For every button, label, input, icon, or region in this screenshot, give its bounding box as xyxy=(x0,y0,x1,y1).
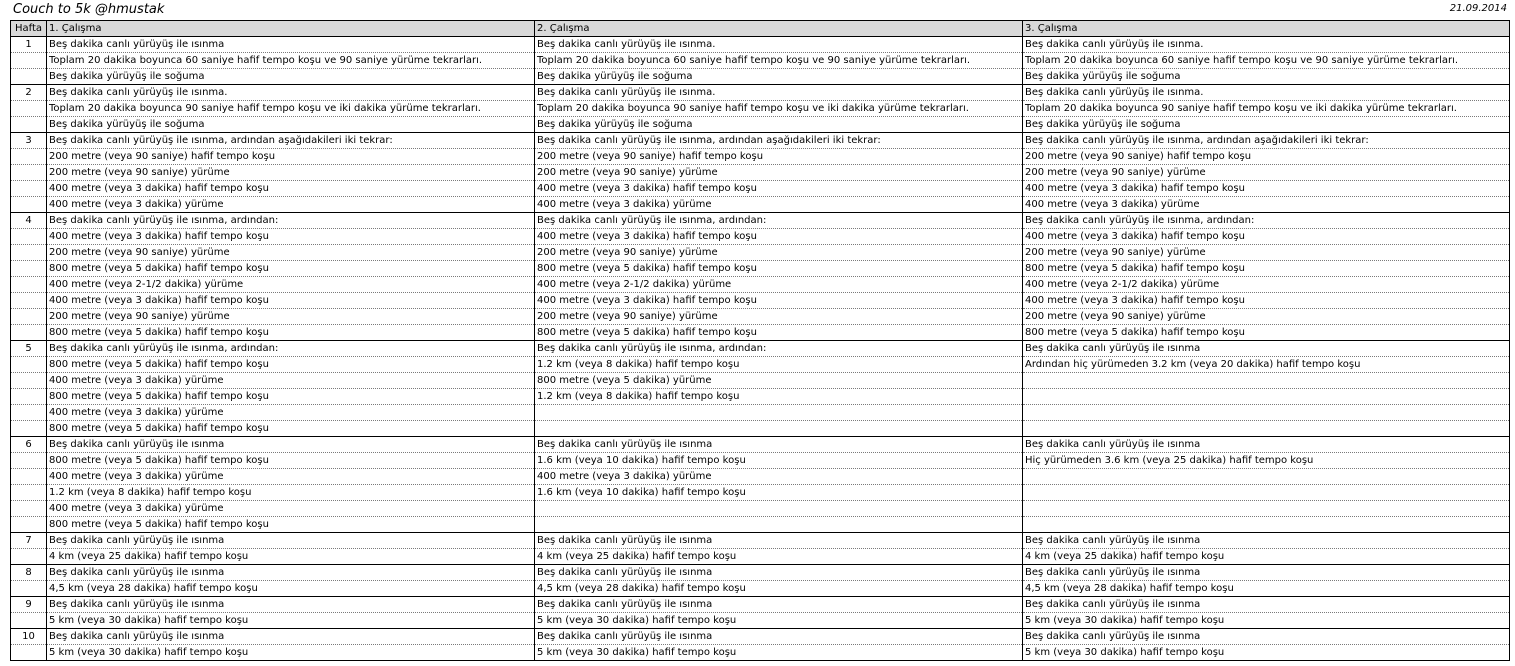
workout-1-cell: 400 metre (veya 3 dakika) yürüme xyxy=(47,501,535,517)
workout-2-cell: 800 metre (veya 5 dakika) hafif tempo koşu xyxy=(535,325,1023,341)
workout-3-cell xyxy=(1023,389,1510,405)
week-number-cell: 4 xyxy=(11,213,47,229)
workout-3-cell xyxy=(1023,501,1510,517)
workout-1-cell: 400 metre (veya 3 dakika) yürüme xyxy=(47,373,535,389)
week-number-cell: 9 xyxy=(11,597,47,613)
workout-3-cell: 5 km (veya 30 dakika) hafif tempo koşu xyxy=(1023,613,1510,629)
table-row xyxy=(11,149,1510,165)
workout-3-cell: Ardından hiç yürümeden 3.2 km (veya 20 dakika) hafif tempo koşu xyxy=(1023,357,1510,373)
week-number-cell xyxy=(11,581,47,597)
week-number-cell xyxy=(11,197,47,213)
workout-1-cell: 400 metre (veya 2-1/2 dakika) yürüme xyxy=(47,277,535,293)
week-number-cell xyxy=(11,293,47,309)
workout-1-cell: 400 metre (veya 3 dakika) hafif tempo koşu xyxy=(47,181,535,197)
workout-1-cell: 800 metre (veya 5 dakika) hafif tempo koşu xyxy=(47,421,535,437)
workout-3-cell: Beş dakika canlı yürüyüş ile ısınma. xyxy=(1023,85,1510,101)
workout-2-cell: 1.6 km (veya 10 dakika) hafif tempo koşu xyxy=(535,453,1023,469)
table-row xyxy=(11,597,1510,613)
table-row xyxy=(11,453,1510,469)
table-row xyxy=(11,549,1510,565)
table-row xyxy=(11,469,1510,485)
workout-3-cell: 800 metre (veya 5 dakika) hafif tempo koşu xyxy=(1023,325,1510,341)
workout-2-cell: 4 km (veya 25 dakika) hafif tempo koşu xyxy=(535,549,1023,565)
table-row xyxy=(11,501,1510,517)
week-number-cell xyxy=(11,389,47,405)
workout-1-cell: 400 metre (veya 3 dakika) hafif tempo koşu xyxy=(47,229,535,245)
workout-1-cell: Beş dakika canlı yürüyüş ile ısınma xyxy=(47,437,535,453)
workout-1-cell: 200 metre (veya 90 saniye) yürüme xyxy=(47,245,535,261)
workout-2-cell: 1.2 km (veya 8 dakika) hafif tempo koşu xyxy=(535,357,1023,373)
table-row xyxy=(11,261,1510,277)
workout-3-cell: 5 km (veya 30 dakika) hafif tempo koşu xyxy=(1023,645,1510,661)
workout-1-cell: Beş dakika canlı yürüyüş ile ısınma, ardından: xyxy=(47,341,535,357)
workout-3-cell: 400 metre (veya 3 dakika) hafif tempo koşu xyxy=(1023,293,1510,309)
week-number-cell xyxy=(11,69,47,85)
table-row xyxy=(11,53,1510,69)
table-row xyxy=(11,277,1510,293)
workout-1-cell: Toplam 20 dakika boyunca 60 saniye hafif tempo koşu ve 90 saniye yürüme tekrarları. xyxy=(47,53,535,69)
table-row xyxy=(11,357,1510,373)
table-row xyxy=(11,629,1510,645)
week-number-cell xyxy=(11,645,47,661)
week-number-cell: 3 xyxy=(11,133,47,149)
workout-3-cell: 400 metre (veya 2-1/2 dakika) yürüme xyxy=(1023,277,1510,293)
week-number-cell xyxy=(11,549,47,565)
workout-2-cell: 5 km (veya 30 dakika) hafif tempo koşu xyxy=(535,613,1023,629)
workout-2-cell: 200 metre (veya 90 saniye) yürüme xyxy=(535,165,1023,181)
workout-1-cell: 1.2 km (veya 8 dakika) hafif tempo koşu xyxy=(47,485,535,501)
workout-1-cell: 4,5 km (veya 28 dakika) hafif tempo koşu xyxy=(47,581,535,597)
table-row xyxy=(11,293,1510,309)
workout-3-cell: Beş dakika canlı yürüyüş ile ısınma xyxy=(1023,341,1510,357)
workout-2-cell: Beş dakika canlı yürüyüş ile ısınma. xyxy=(535,85,1023,101)
workout-2-cell xyxy=(535,421,1023,437)
table-row xyxy=(11,405,1510,421)
workout-2-cell xyxy=(535,517,1023,533)
workout-3-cell: Hiç yürümeden 3.6 km (veya 25 dakika) hafif tempo koşu xyxy=(1023,453,1510,469)
workout-2-cell: Beş dakika canlı yürüyüş ile ısınma. xyxy=(535,37,1023,53)
workout-1-cell: Beş dakika yürüyüş ile soğuma xyxy=(47,69,535,85)
workout-1-cell: 5 km (veya 30 dakika) hafif tempo koşu xyxy=(47,613,535,629)
workout-3-cell: 400 metre (veya 3 dakika) hafif tempo koşu xyxy=(1023,181,1510,197)
week-number-cell xyxy=(11,149,47,165)
week-number-cell xyxy=(11,117,47,133)
table-row xyxy=(11,69,1510,85)
week-number-cell xyxy=(11,453,47,469)
week-number-cell xyxy=(11,261,47,277)
workout-3-cell: 400 metre (veya 3 dakika) hafif tempo koşu xyxy=(1023,229,1510,245)
week-number-cell xyxy=(11,469,47,485)
table-row xyxy=(11,229,1510,245)
workout-2-cell: 400 metre (veya 3 dakika) yürüme xyxy=(535,197,1023,213)
week-number-cell: 7 xyxy=(11,533,47,549)
workout-2-cell: 400 metre (veya 3 dakika) yürüme xyxy=(535,469,1023,485)
table-row xyxy=(11,565,1510,581)
workout-3-cell: Toplam 20 dakika boyunca 90 saniye hafif tempo koşu ve iki dakika yürüme tekrarları. xyxy=(1023,101,1510,117)
table-row xyxy=(11,533,1510,549)
workout-2-cell: Toplam 20 dakika boyunca 90 saniye hafif tempo koşu ve iki dakika yürüme tekrarları. xyxy=(535,101,1023,117)
workout-2-cell: 800 metre (veya 5 dakika) hafif tempo koşu xyxy=(535,261,1023,277)
table-row xyxy=(11,421,1510,437)
workout-1-cell: 400 metre (veya 3 dakika) yürüme xyxy=(47,197,535,213)
week-number-cell: 5 xyxy=(11,341,47,357)
workout-3-cell: Beş dakika canlı yürüyüş ile ısınma xyxy=(1023,565,1510,581)
table-row xyxy=(11,37,1510,53)
workout-3-cell xyxy=(1023,421,1510,437)
workout-2-cell: Beş dakika canlı yürüyüş ile ısınma xyxy=(535,629,1023,645)
workout-1-cell: 800 metre (veya 5 dakika) hafif tempo koşu xyxy=(47,453,535,469)
table-row xyxy=(11,517,1510,533)
workout-2-cell: 400 metre (veya 3 dakika) hafif tempo koşu xyxy=(535,229,1023,245)
table-row xyxy=(11,197,1510,213)
workout-3-cell xyxy=(1023,469,1510,485)
week-number-cell xyxy=(11,517,47,533)
week-number-cell: 2 xyxy=(11,85,47,101)
workout-1-cell: Beş dakika yürüyüş ile soğuma xyxy=(47,117,535,133)
week-number-cell xyxy=(11,325,47,341)
workout-1-cell: 400 metre (veya 3 dakika) yürüme xyxy=(47,405,535,421)
workout-1-cell: 400 metre (veya 3 dakika) hafif tempo koşu xyxy=(47,293,535,309)
week-number-cell xyxy=(11,165,47,181)
workout-1-cell: Beş dakika canlı yürüyüş ile ısınma xyxy=(47,629,535,645)
workout-1-cell: 5 km (veya 30 dakika) hafif tempo koşu xyxy=(47,645,535,661)
column-header-workout-1: 1. Çalışma xyxy=(47,21,535,37)
workout-2-cell: Toplam 20 dakika boyunca 60 saniye hafif tempo koşu ve 90 saniye yürüme tekrarları. xyxy=(535,53,1023,69)
week-number-cell: 1 xyxy=(11,37,47,53)
workout-1-cell: Beş dakika canlı yürüyüş ile ısınma, ardından: xyxy=(47,213,535,229)
workout-3-cell xyxy=(1023,517,1510,533)
workout-1-cell: Beş dakika canlı yürüyüş ile ısınma. xyxy=(47,85,535,101)
workout-3-cell: Beş dakika canlı yürüyüş ile ısınma xyxy=(1023,597,1510,613)
table-row xyxy=(11,581,1510,597)
table-row xyxy=(11,117,1510,133)
column-header-workout-3: 3. Çalışma xyxy=(1023,21,1510,37)
week-number-cell xyxy=(11,245,47,261)
table-row xyxy=(11,213,1510,229)
table-row xyxy=(11,437,1510,453)
week-number-cell xyxy=(11,357,47,373)
table-row xyxy=(11,325,1510,341)
table-row xyxy=(11,309,1510,325)
table-row xyxy=(11,245,1510,261)
table-row xyxy=(11,485,1510,501)
workout-3-cell: Toplam 20 dakika boyunca 60 saniye hafif tempo koşu ve 90 saniye yürüme tekrarları. xyxy=(1023,53,1510,69)
schedule-table xyxy=(10,20,1510,661)
workout-2-cell: Beş dakika canlı yürüyüş ile ısınma, ardından: xyxy=(535,341,1023,357)
workout-2-cell: Beş dakika canlı yürüyüş ile ısınma xyxy=(535,437,1023,453)
workout-2-cell xyxy=(535,501,1023,517)
week-number-cell xyxy=(11,181,47,197)
table-row xyxy=(11,645,1510,661)
workout-2-cell: Beş dakika canlı yürüyüş ile ısınma xyxy=(535,597,1023,613)
workout-1-cell: 4 km (veya 25 dakika) hafif tempo koşu xyxy=(47,549,535,565)
workout-3-cell xyxy=(1023,485,1510,501)
header-row xyxy=(11,21,1510,37)
table-row xyxy=(11,101,1510,117)
week-number-cell xyxy=(11,405,47,421)
week-number-cell xyxy=(11,277,47,293)
workout-3-cell: 400 metre (veya 3 dakika) yürüme xyxy=(1023,197,1510,213)
workout-3-cell: Beş dakika canlı yürüyüş ile ısınma. xyxy=(1023,37,1510,53)
workout-1-cell: Beş dakika canlı yürüyüş ile ısınma xyxy=(47,565,535,581)
workout-2-cell: 800 metre (veya 5 dakika) yürüme xyxy=(535,373,1023,389)
workout-3-cell xyxy=(1023,373,1510,389)
workout-1-cell: Beş dakika canlı yürüyüş ile ısınma xyxy=(47,37,535,53)
workout-2-cell: Beş dakika canlı yürüyüş ile ısınma xyxy=(535,565,1023,581)
workout-1-cell: 800 metre (veya 5 dakika) hafif tempo koşu xyxy=(47,389,535,405)
week-number-cell xyxy=(11,421,47,437)
workout-3-cell: Beş dakika canlı yürüyüş ile ısınma xyxy=(1023,437,1510,453)
schedule-body xyxy=(11,37,1510,661)
workout-1-cell: 200 metre (veya 90 saniye) yürüme xyxy=(47,309,535,325)
workout-1-cell: 800 metre (veya 5 dakika) hafif tempo koşu xyxy=(47,261,535,277)
week-number-cell: 6 xyxy=(11,437,47,453)
workout-3-cell: 4,5 km (veya 28 dakika) hafif tempo koşu xyxy=(1023,581,1510,597)
week-number-cell xyxy=(11,309,47,325)
workout-3-cell xyxy=(1023,405,1510,421)
workout-1-cell: 800 metre (veya 5 dakika) hafif tempo koşu xyxy=(47,325,535,341)
workout-3-cell: Beş dakika canlı yürüyüş ile ısınma, ardından: xyxy=(1023,213,1510,229)
workout-2-cell: 200 metre (veya 90 saniye) yürüme xyxy=(535,309,1023,325)
workout-1-cell: Beş dakika canlı yürüyüş ile ısınma xyxy=(47,597,535,613)
workout-1-cell: Beş dakika canlı yürüyüş ile ısınma xyxy=(47,533,535,549)
workout-2-cell: Beş dakika canlı yürüyüş ile ısınma, ardından aşağıdakileri iki tekrar: xyxy=(535,133,1023,149)
week-number-cell xyxy=(11,53,47,69)
workout-1-cell: Beş dakika canlı yürüyüş ile ısınma, ardından aşağıdakileri iki tekrar: xyxy=(47,133,535,149)
week-number-cell xyxy=(11,229,47,245)
week-number-cell xyxy=(11,373,47,389)
workout-3-cell: Beş dakika canlı yürüyüş ile ısınma xyxy=(1023,533,1510,549)
table-row xyxy=(11,165,1510,181)
table-row xyxy=(11,373,1510,389)
week-number-cell xyxy=(11,101,47,117)
workout-2-cell: Beş dakika canlı yürüyüş ile ısınma xyxy=(535,533,1023,549)
workout-3-cell: Beş dakika canlı yürüyüş ile ısınma xyxy=(1023,629,1510,645)
workout-2-cell: 400 metre (veya 3 dakika) hafif tempo koşu xyxy=(535,293,1023,309)
week-number-cell xyxy=(11,613,47,629)
workout-2-cell: 1.6 km (veya 10 dakika) hafif tempo koşu xyxy=(535,485,1023,501)
table-row xyxy=(11,389,1510,405)
workout-2-cell: Beş dakika canlı yürüyüş ile ısınma, ardından: xyxy=(535,213,1023,229)
workout-2-cell: 200 metre (veya 90 saniye) hafif tempo koşu xyxy=(535,149,1023,165)
table-row xyxy=(11,133,1510,149)
workout-1-cell: 200 metre (veya 90 saniye) yürüme xyxy=(47,165,535,181)
table-row xyxy=(11,613,1510,629)
workout-2-cell: 5 km (veya 30 dakika) hafif tempo koşu xyxy=(535,645,1023,661)
workout-2-cell: Beş dakika yürüyüş ile soğuma xyxy=(535,69,1023,85)
workout-3-cell: Beş dakika yürüyüş ile soğuma xyxy=(1023,117,1510,133)
workout-3-cell: Beş dakika canlı yürüyüş ile ısınma, ardından aşağıdakileri iki tekrar: xyxy=(1023,133,1510,149)
workout-1-cell: 800 metre (veya 5 dakika) hafif tempo koşu xyxy=(47,357,535,373)
workout-2-cell xyxy=(535,405,1023,421)
column-header-week: Hafta xyxy=(11,21,47,37)
workout-2-cell: 200 metre (veya 90 saniye) yürüme xyxy=(535,245,1023,261)
column-header-workout-2: 2. Çalışma xyxy=(535,21,1023,37)
table-row xyxy=(11,341,1510,357)
week-number-cell xyxy=(11,485,47,501)
document-title: Couch to 5k @hmustak xyxy=(13,2,165,17)
workout-1-cell: 200 metre (veya 90 saniye) hafif tempo koşu xyxy=(47,149,535,165)
workout-3-cell: 200 metre (veya 90 saniye) yürüme xyxy=(1023,245,1510,261)
workout-3-cell: 200 metre (veya 90 saniye) yürüme xyxy=(1023,309,1510,325)
workout-1-cell: Toplam 20 dakika boyunca 90 saniye hafif tempo koşu ve iki dakika yürüme tekrarları. xyxy=(47,101,535,117)
week-number-cell xyxy=(11,501,47,517)
workout-2-cell: 4,5 km (veya 28 dakika) hafif tempo koşu xyxy=(535,581,1023,597)
table-row xyxy=(11,181,1510,197)
workout-3-cell: Beş dakika yürüyüş ile soğuma xyxy=(1023,69,1510,85)
workout-2-cell: Beş dakika yürüyüş ile soğuma xyxy=(535,117,1023,133)
workout-1-cell: 800 metre (veya 5 dakika) hafif tempo koşu xyxy=(47,517,535,533)
week-number-cell: 8 xyxy=(11,565,47,581)
workout-1-cell: 400 metre (veya 3 dakika) yürüme xyxy=(47,469,535,485)
workout-2-cell: 400 metre (veya 3 dakika) hafif tempo koşu xyxy=(535,181,1023,197)
workout-3-cell: 200 metre (veya 90 saniye) hafif tempo koşu xyxy=(1023,149,1510,165)
table-row xyxy=(11,85,1510,101)
workout-2-cell: 1.2 km (veya 8 dakika) hafif tempo koşu xyxy=(535,389,1023,405)
week-number-cell: 10 xyxy=(11,629,47,645)
workout-2-cell: 400 metre (veya 2-1/2 dakika) yürüme xyxy=(535,277,1023,293)
workout-3-cell: 800 metre (veya 5 dakika) hafif tempo koşu xyxy=(1023,261,1510,277)
workout-3-cell: 200 metre (veya 90 saniye) yürüme xyxy=(1023,165,1510,181)
document-date: 21.09.2014 xyxy=(1449,3,1507,14)
workout-3-cell: 4 km (veya 25 dakika) hafif tempo koşu xyxy=(1023,549,1510,565)
